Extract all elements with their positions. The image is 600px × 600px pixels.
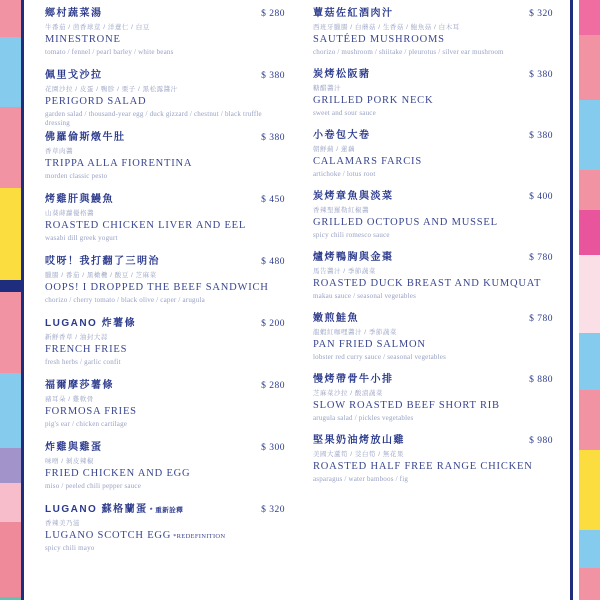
dish-description-chinese: 芝麻菜沙拉 / 酸漬蔬菜 [313,390,383,397]
menu-item [45,70,285,132]
dish-price: $ 450 [261,195,285,205]
stripe-segment [579,333,600,390]
stripe-segment [579,0,600,35]
dish-description-chinese: 香辣美乃滋 [45,520,80,527]
dish-price: $ 780 [529,253,553,263]
dish-name-english: PERIGORD SALAD [45,96,147,107]
menu-item [45,194,285,256]
dish-name-chinese: 炭烤章魚與淡菜 [313,191,394,202]
dish-description-english: tomato / fennel / pearl barley / white beans [45,48,174,56]
dish-name-chinese: 爐烤鴨胸與金棗 [313,252,394,263]
dish-name-english: FRIED CHICKEN AND EGG [45,468,191,479]
stripe-segment [579,210,600,255]
stripe-segment [0,0,21,37]
dish-description-chinese: 味噌 / 剝皮辣椒 [45,458,94,465]
menu-item-header [313,374,553,387]
menu-item [45,256,285,318]
stripe-segment [0,522,21,597]
dish-name-english: LUGANO SCOTCH EGG *REDEFINITION [45,530,226,541]
dish-description-english: spicy chili mayo [45,544,95,552]
dish-name-english: GRILLED PORK NECK [313,95,434,106]
stripe-segment [0,280,21,292]
dish-description-english: spicy chili romesco sauce [313,231,390,239]
stripe-segment [579,390,600,450]
menu-item [313,8,553,69]
dish-price: $ 280 [261,9,285,19]
menu-item-header [45,70,285,83]
dish-description-english: asparagus / water bamboos / fig [313,475,409,483]
dish-description-english: morden classic pesto [45,172,108,180]
dish-description-chinese: 牛番茄 / 茴香球莖 / 洋薏仁 / 白豆 [45,24,150,31]
menu-item-header [45,8,285,21]
dish-description-chinese: 糖醋醬汁 [313,85,341,92]
menu-item [313,435,553,496]
dish-price: $ 380 [261,133,285,143]
dish-price: $ 400 [529,192,553,202]
stripe-segment [0,37,21,107]
menu-item [313,69,553,130]
dish-name-english: OOPS! I DROPPED THE BEEF SANDWICH [45,282,269,293]
dish-name-chinese: LUGANO 蘇格蘭蛋 * 重新詮釋 [45,504,184,515]
dish-name-chinese: 福爾摩莎薯條 [45,380,114,391]
stripe-segment [579,35,600,100]
menu-item [313,374,553,435]
dish-name-english: SLOW ROASTED BEEF SHORT RIB [313,400,500,411]
dish-name-english: CALAMARS FARCIS [313,156,422,167]
stripe-segment [0,483,21,522]
dish-name-chinese: 堅果奶油烤放山雞 [313,435,405,446]
dish-description-chinese: 馬告醬汁 / 季節蔬菜 [313,268,376,275]
dish-price: $ 880 [529,375,553,385]
menu-item [313,252,553,313]
menu-item-header [313,435,553,448]
dish-price: $ 380 [529,131,553,141]
menu-item-header [313,252,553,265]
dish-description-english: artichoke / lotus root [313,170,376,178]
dish-name-english: GRILLED OCTOPUS AND MUSSEL [313,217,498,228]
dish-description-chinese: 美國大蘆筍 / 茭白筍 / 無花果 [313,451,404,458]
stripe-segment [0,448,21,483]
dish-name-english: FRENCH FRIES [45,344,128,355]
menu-item-header [313,191,553,204]
dish-description-english: makau sauce / seasonal vegetables [313,292,417,300]
dish-description-chinese: 山葵蒔蘿優格醬 [45,210,94,217]
dish-price: $ 980 [529,436,553,446]
dish-description-english: miso / peeled chili pepper sauce [45,482,142,490]
dish-price: $ 380 [261,71,285,81]
dish-price: $ 320 [261,505,285,515]
dish-price: $ 280 [261,381,285,391]
dish-description-chinese: 朝鮮薊 / 蓮藕 [313,146,355,153]
menu-item [45,318,285,380]
dish-description-english: sweet and sour sauce [313,109,376,117]
menu-item-header [45,132,285,145]
stripe-segment [579,568,600,600]
menu-item [45,380,285,442]
menu-item-header [313,8,553,21]
dish-name-english: ROASTED HALF FREE RANGE CHICKEN [313,461,533,472]
dish-description-english: pig's ear / chicken cartilage [45,420,128,428]
menu-item-header [45,256,285,269]
menu-item [45,504,285,566]
menu-item-header [313,313,553,326]
dish-price: $ 780 [529,314,553,324]
stripe-segment [0,107,21,188]
dish-name-chinese: 炸雞與雞蛋 [45,442,103,453]
dish-description-chinese: 龍蝦紅咖哩醬汁 / 季節蔬菜 [313,329,397,336]
dish-description-chinese: 臘腸 / 番茄 / 黑橄欖 / 酸豆 / 芝麻菜 [45,272,157,279]
dish-name-chinese: 佩里戈沙拉 [45,70,103,81]
menu-column-right [313,8,553,600]
dish-description-english: wasabi dill greek yogurt [45,234,118,242]
stripe-segment [579,255,600,333]
dish-name-chinese: 烤雞肝與鰻魚 [45,194,114,205]
menu-item-header [45,194,285,207]
dish-name-chinese: 慢烤帶骨牛小排 [313,374,394,385]
dish-description-english: chorizo / mushroom / shiitake / pleurotus / silver ear mushroom [313,48,504,56]
stripe-segment [579,450,600,530]
dish-description-english: lobster red curry sauce / seasonal vegetables [313,353,447,361]
dish-name-chinese: 佛羅倫斯燉牛肚 [45,132,126,143]
dish-name-english: PAN FRIED SALMON [313,339,426,350]
menu-item [45,132,285,194]
menu-item [313,313,553,374]
dish-name-chinese: 鄉村蔬菜湯 [45,8,103,19]
stripe-segment [579,530,600,568]
stripe-segment [0,188,21,280]
dish-price: $ 380 [529,70,553,80]
stripe-segment [0,373,21,448]
dish-name-chinese: 蕈菇佐紅酒肉汁 [313,8,394,19]
menu-item-header [313,130,553,143]
menu-item-header [313,69,553,82]
dish-name-english: ROASTED CHICKEN LIVER AND EEL [45,220,247,231]
dish-name-english: TRIPPA ALLA FIORENTINA [45,158,193,169]
stripe-segment [0,292,21,373]
menu-item [313,191,553,252]
menu-item-header [45,318,285,331]
dish-name-chinese: 炭烤松阪豬 [313,69,371,80]
dish-description-english: garden salad / thousand-year egg / duck gizzard / chestnut / black truffle dressing [45,110,262,127]
dish-name-chinese: 小卷包大卷 [313,130,371,141]
dish-description-english: arugula salad / pickles vegetables [313,414,414,422]
stripe-segment [579,100,600,170]
dish-name-english: FORMOSA FRIES [45,406,137,417]
dish-name-english: SAUTÉED MUSHROOMS [313,34,445,45]
dish-name-chinese: 哎呀！我打翻了三明治 [45,256,160,267]
dish-name-chinese: 嫩煎鮭魚 [313,313,359,324]
menu-item-header [45,504,285,517]
dish-description-english: fresh herbs / garlic confit [45,358,121,366]
dish-note-english: *REDEFINITION [171,533,226,540]
dish-price: $ 300 [261,443,285,453]
stripe-segment [579,170,600,210]
left-color-stripe [0,0,21,600]
dish-description-chinese: 新鮮香草 / 油封大蒜 [45,334,108,341]
dish-price: $ 480 [261,257,285,267]
dish-name-english: ROASTED DUCK BREAST AND KUMQUAT [313,278,542,289]
dish-description-english: chorizo / cherry tomato / black olive / caper / arugula [45,296,205,304]
menu-item-header [45,380,285,393]
menu-item [45,8,285,70]
dish-note-chinese: * 重新詮釋 [147,507,184,514]
dish-price: $ 320 [529,9,553,19]
dish-description-chinese: 花園沙拉 / 皮蛋 / 鴨胗 / 栗子 / 黑松露醬汁 [45,86,178,93]
menu-column-left [45,8,285,600]
dish-name-english: MINESTRONE [45,34,121,45]
menu-item-header [45,442,285,455]
dish-name-chinese: LUGANO 炸薯條 [45,318,137,329]
dish-description-chinese: 香草肉醬 [45,148,73,155]
dish-description-chinese: 豬耳朵 / 雞軟骨 [45,396,94,403]
dish-description-chinese: 西班牙臘腸 / 白蘑菇 / 生香菇 / 鮑魚菇 / 白木耳 [313,24,460,31]
menu-item [45,442,285,504]
dish-price: $ 200 [261,319,285,329]
dish-description-chinese: 香辣聖羅勒紅椒醬 [313,207,369,214]
right-color-stripe [579,0,600,600]
menu-item [313,130,553,191]
menu-card [21,0,573,600]
